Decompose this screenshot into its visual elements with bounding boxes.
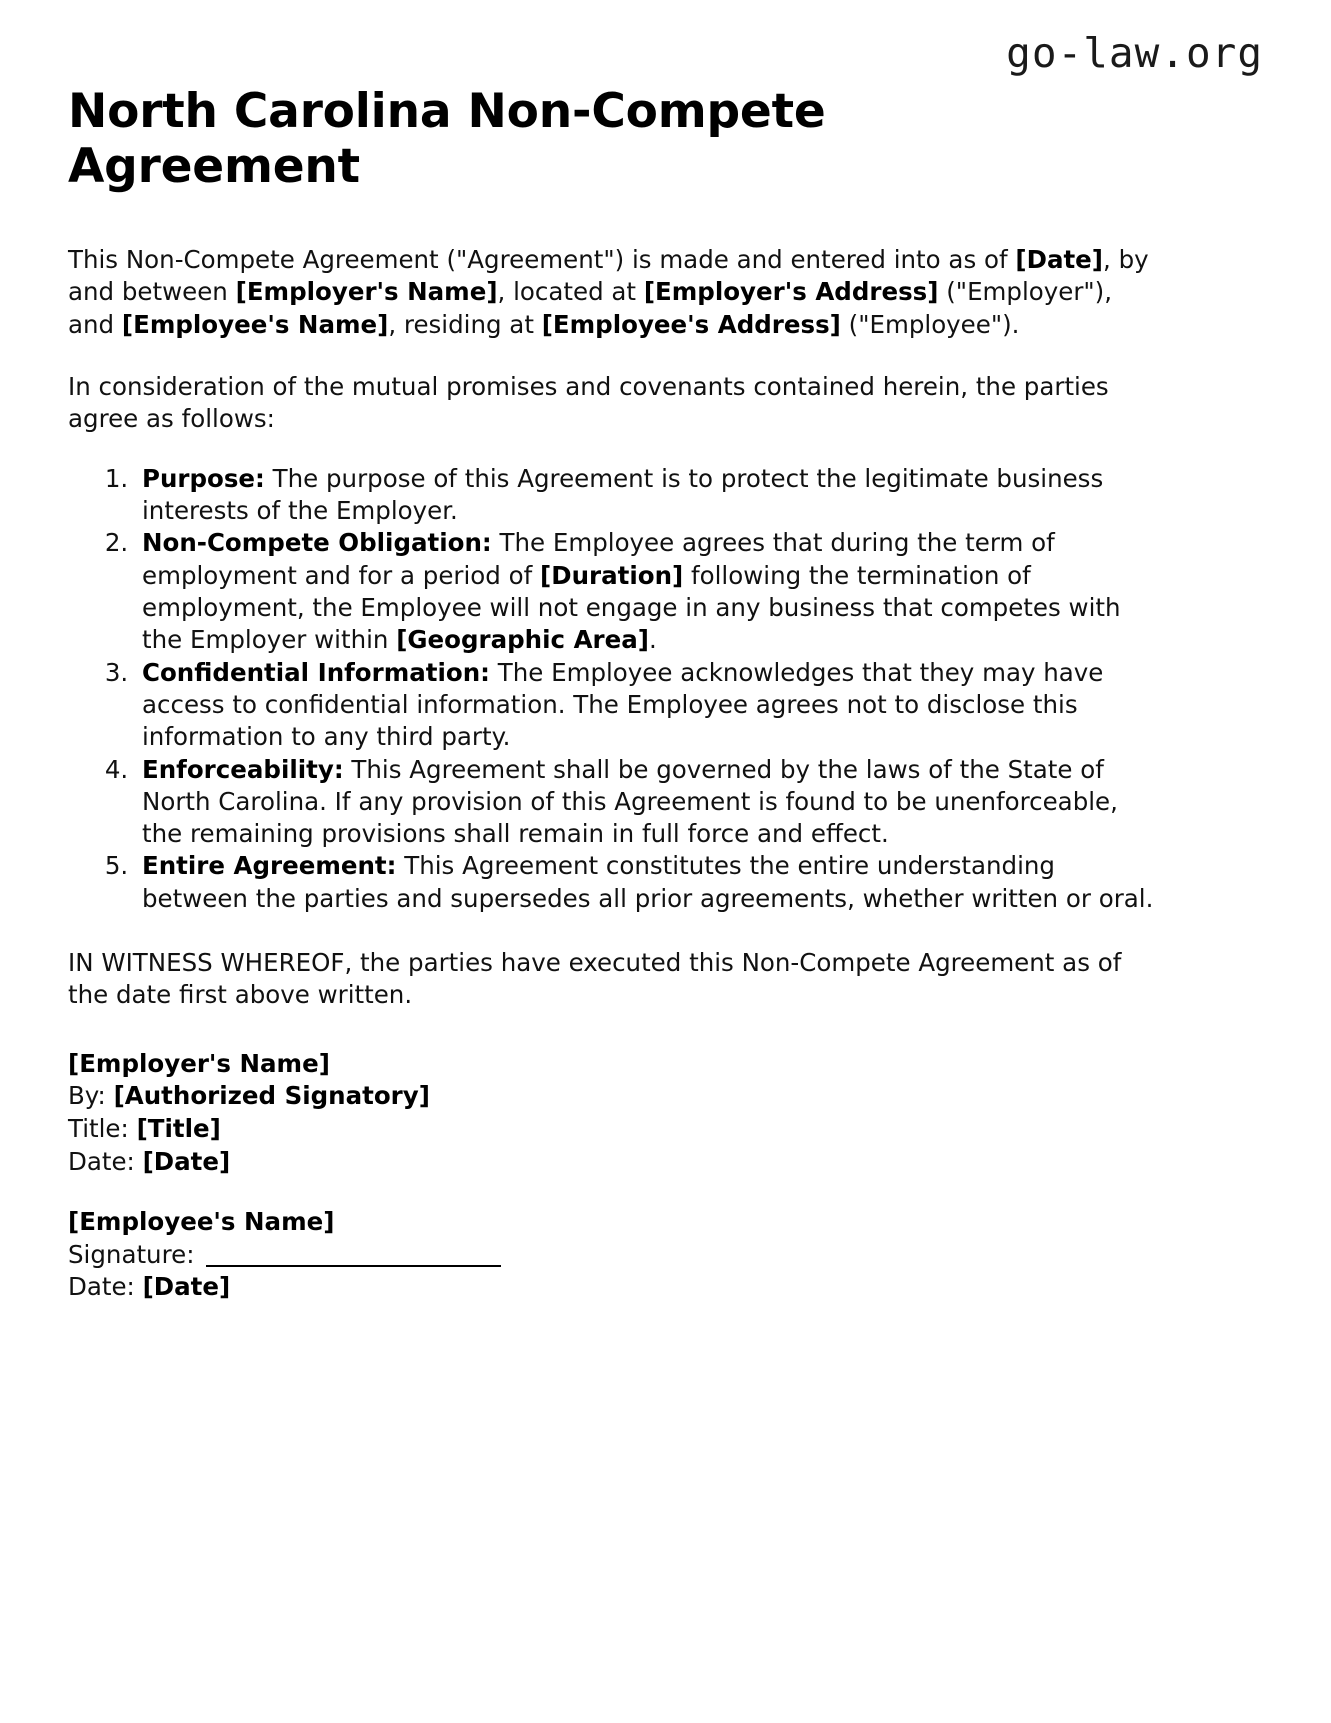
employer-signature-by (68, 1080, 1158, 1113)
page-title: North Carolina Non-Compete Agreement (68, 84, 826, 195)
placeholder-title: [Title] (136, 1113, 221, 1143)
intro-text-3: , located at (497, 277, 644, 307)
employer-name-placeholder: [Employer's Name] (68, 1048, 330, 1078)
employer-signature-date (68, 1146, 1158, 1179)
placeholder-date-intro: [Date] (1015, 244, 1103, 274)
intro-text-2: , by and between (68, 244, 1149, 307)
clause-body-enforceability: This Agreement shall be governed by the laws of the State of North Carolina. If any provision of this Agreement is found to be unenforceable, the remaining provisions shall remain in full force and effect. (142, 754, 1118, 849)
placeholder-date-employee: [Date] (142, 1272, 231, 1302)
clause-body-confidential-information: The Employee acknowledges that they may have access to confidential information. The Employee agrees not to disclose this information to any third party. (142, 657, 1104, 752)
placeholder-employer-name-intro: [Employer's Name] (235, 277, 498, 307)
clause-heading-confidential-information: Confidential Information: (142, 657, 490, 687)
employee-signature-name (68, 1206, 1158, 1239)
employee-signature-line-row (68, 1239, 1158, 1272)
employee-date-label: Date: (68, 1272, 143, 1302)
clause-item-purpose (136, 463, 1158, 528)
clause-item-confidential-information (136, 657, 1158, 754)
witness-paragraph: IN WITNESS WHEREOF, the parties have executed this Non-Compete Agreement as of the date first above written. (68, 948, 1122, 1010)
clause-heading-non-compete-obligation: Non-Compete Obligation: (142, 528, 492, 558)
employee-signature-label: Signature: (68, 1239, 203, 1269)
clause-body-entire-agreement: This Agreement constitutes the entire understanding between the parties and supersedes all prior agreements, whether written or oral. (142, 851, 1154, 913)
intro-text-6: ("Employee"). (840, 309, 1020, 339)
signature-block-employer (68, 1012, 1158, 1178)
employee-name-placeholder: [Employee's Name] (68, 1207, 335, 1237)
clause-item-non-compete-obligation (136, 527, 1158, 656)
intro-text-1: This Non-Compete Agreement ("Agreement") is made and entered into as of (68, 244, 1016, 274)
placeholder-duration: [Duration] (540, 560, 684, 590)
placeholder-employer-address: [Employer's Address] (643, 277, 939, 307)
employer-signature-name (68, 1048, 1158, 1081)
intro-text-5: , residing at (388, 309, 542, 339)
placeholder-authorized-signatory: [Authorized Signatory] (113, 1081, 430, 1111)
employer-by-label: By: (68, 1081, 114, 1111)
employee-signature-line[interactable] (206, 1265, 501, 1267)
clause-body-non-compete-1: The Employee agrees that during the term of employment and for a period of (142, 528, 1055, 590)
intro-text-4: ("Employer"), and (68, 277, 1113, 339)
clause-body-purpose: The purpose of this Agreement is to protect the legitimate business interests of the Employer. (142, 463, 1104, 525)
placeholder-geographic-area: [Geographic Area] (396, 625, 649, 655)
employer-signature-title (68, 1113, 1158, 1146)
clause-item-enforceability (136, 754, 1158, 851)
clauses-list (68, 436, 1158, 916)
clause-body-non-compete-2: following the termination of employment, the Employee will not engage in any business that competes with the Employer within (142, 560, 1121, 655)
employee-signature-date (68, 1271, 1158, 1304)
clause-item-entire-agreement (136, 850, 1158, 915)
placeholder-employee-name-intro: [Employee's Name] (121, 309, 389, 339)
clause-heading-enforceability: Enforceability: (142, 754, 344, 784)
document-body (68, 0, 1158, 1304)
placeholder-date-employer: [Date] (142, 1146, 231, 1176)
clause-body-non-compete-3: . (648, 625, 657, 655)
clause-heading-purpose: Purpose: (142, 463, 265, 493)
employer-date-label: Date: (68, 1146, 143, 1176)
watermark-go-law-org: go-law.org (1006, 29, 1263, 77)
clause-heading-entire-agreement: Entire Agreement: (142, 851, 397, 881)
intro-paragraph (68, 195, 1158, 341)
signature-block-employee (68, 1178, 1158, 1304)
consideration-paragraph: In consideration of the mutual promises and covenants contained herein, the parties agree as follows: (68, 371, 1109, 434)
placeholder-employee-address: [Employee's Address] (541, 309, 841, 339)
employer-title-label: Title: (68, 1113, 137, 1143)
